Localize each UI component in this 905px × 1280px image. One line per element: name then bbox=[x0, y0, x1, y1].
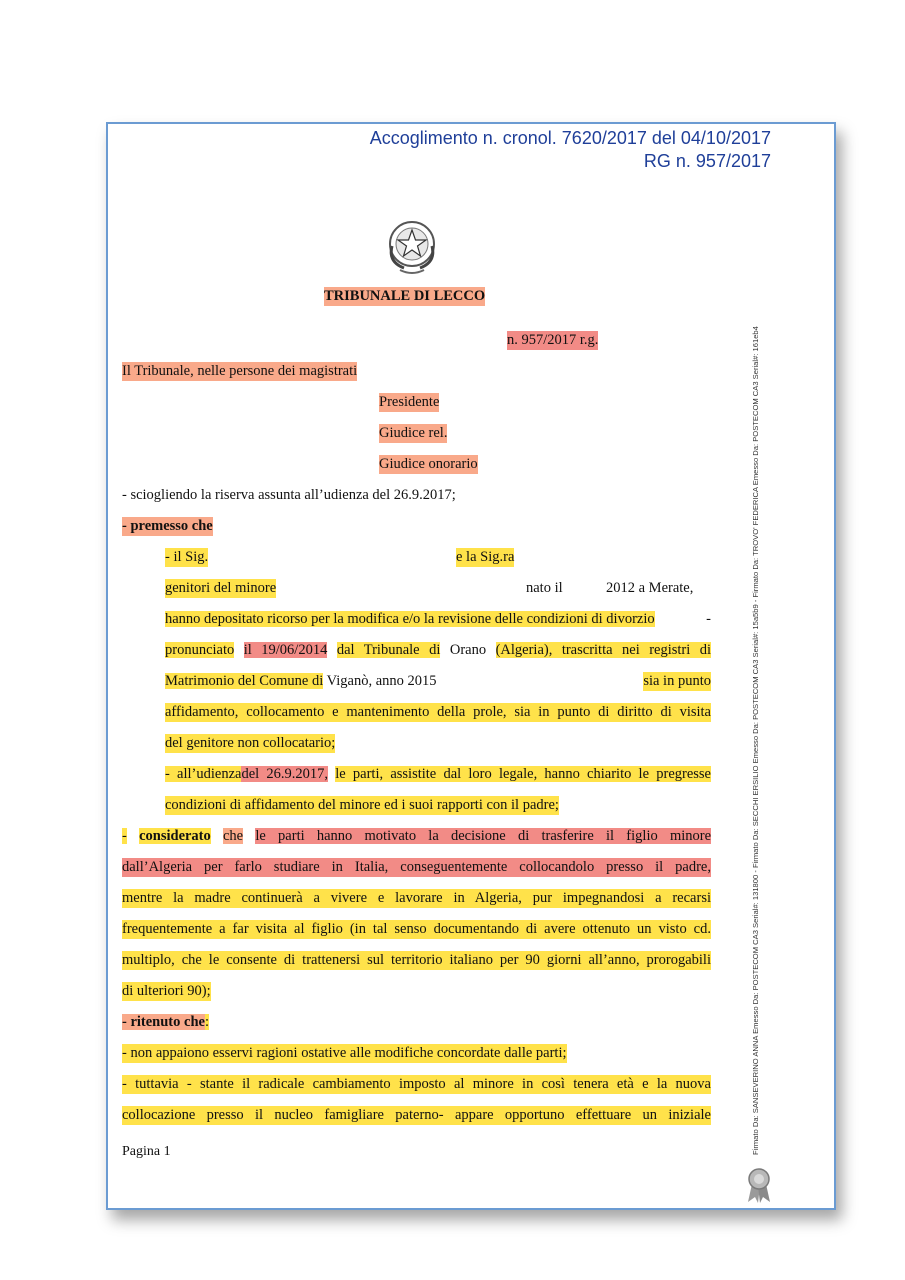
reserve-line: - sciogliendo la riserva assunta all’udienza del 26.9.2017; bbox=[122, 487, 456, 503]
r2-line2: collocazione presso il nucleo famigliare paterno- appare opportuno effettuare un iniziale bbox=[122, 1107, 711, 1123]
ritenuto-heading: - ritenuto che: bbox=[122, 1014, 209, 1030]
cons-line1: - considerato che le parti hanno motivato la decisione di trasferire il figlio minore bbox=[122, 828, 712, 844]
parties-sigra: e la Sig.ra bbox=[456, 549, 515, 565]
p1-line7: del genitore non collocatario; bbox=[165, 735, 336, 751]
page-number: Pagina 1 bbox=[122, 1144, 171, 1159]
parents-label: genitori del minore bbox=[165, 580, 277, 596]
republic-emblem-icon bbox=[384, 216, 440, 278]
r2-line1: - tuttavia - stante il radicale cambiamento imposto al minore in così tenera età e la nuova bbox=[122, 1076, 711, 1092]
p2-line2: condizioni di affidamento del minore ed i suoi rapporti con il padre; bbox=[165, 797, 559, 813]
cons-line2: dall’Algeria per farlo studiare in Italia, conseguentemente collocandolo presso il padre, bbox=[122, 859, 711, 875]
cons-line4: frequentemente a far visita al figlio (in tal senso documentando di avere ottenuto un visto cd. bbox=[122, 921, 711, 937]
birth-place: 2012 a Merate, bbox=[606, 580, 694, 596]
p1-line3: hanno depositato ricorso per la modifica e/o la revisione delle condizioni di divorzio - bbox=[165, 611, 711, 627]
judge-role-president: Presidente bbox=[379, 394, 440, 410]
p1-line5: Matrimonio del Comune di Viganò, anno 2015 sia in punto bbox=[165, 673, 711, 689]
r1-line: - non appaiono esservi ragioni ostative alle modifiche concordate dalle parti; bbox=[122, 1045, 567, 1061]
header-rg: RG n. 957/2017 bbox=[643, 151, 771, 171]
premesso-heading: - premesso che bbox=[122, 518, 213, 534]
p2-line1: - all’udienzadel 26.9.2017, le parti, assistite dal loro legale, hanno chiarito le pregresse bbox=[165, 766, 711, 782]
p1-line4: pronunciato il 19/06/2014 dal Tribunale di Orano (Algeria), trascritta nei registri di bbox=[165, 642, 712, 658]
digital-signature-strip: Firmato Da: SANSEVERINO ANNA Emesso Da: POSTECOM CA3 Serial#: 131800 - Firmato Da: SECCHI ERSILIO Emesso Da: POSTECOM CA3 Serial#: 15a5b9 - Firmato Da: TROVO' FEDERICA Emesso Da: POSTECOM CA3 Serial#: 161eb4 bbox=[751, 326, 760, 1155]
cons-line5: multiplo, che le consente di trattenersi sul territorio italiano per 90 giorni all’anno, prorogabili bbox=[122, 952, 711, 968]
case-number: n. 957/2017 r.g. bbox=[507, 332, 599, 348]
header-chronology: Accoglimento n. cronol. 7620/2017 del 04/10/2017 bbox=[369, 128, 771, 148]
cons-line3: mentre la madre continuerà a vivere e lavorare in Algeria, pur impegnandosi a recarsi bbox=[122, 890, 711, 906]
born-label: nato il bbox=[526, 580, 563, 596]
judge-role-honorary: Giudice onorario bbox=[379, 456, 478, 472]
court-name: TRIBUNALE DI LECCO bbox=[324, 288, 486, 304]
intro-text: Il Tribunale, nelle persone dei magistrati bbox=[122, 363, 358, 379]
cons-line6: di ulteriori 90); bbox=[122, 983, 211, 999]
seal-ribbon-icon bbox=[744, 1168, 774, 1204]
p1-line6: affidamento, collocamento e mantenimento della prole, sia in punto di diritto di visita bbox=[165, 704, 711, 720]
judge-role-rapporteur: Giudice rel. bbox=[379, 425, 448, 441]
parties-sig: - il Sig. bbox=[165, 549, 209, 565]
